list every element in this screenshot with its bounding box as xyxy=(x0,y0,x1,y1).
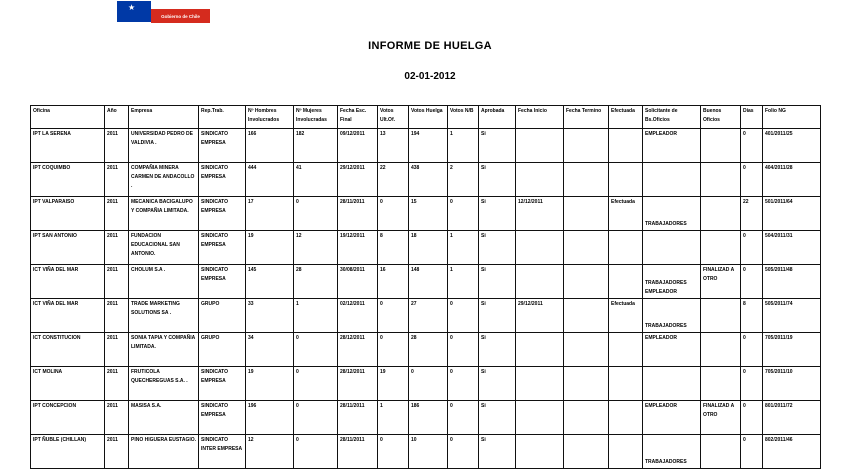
table-cell: 19 xyxy=(378,367,409,401)
table-cell: FINALIZAD A OTRO xyxy=(701,265,741,299)
table-cell xyxy=(564,401,609,435)
table-cell: 8 xyxy=(741,299,763,333)
table-cell: EMPLEADOR xyxy=(643,333,701,367)
table-cell: 28/11/2011 xyxy=(338,435,378,469)
table-cell xyxy=(701,129,741,163)
table-cell xyxy=(564,231,609,265)
table-cell: ICT VIÑA DEL MAR xyxy=(31,265,105,299)
table-cell: IPT VALPARAISO xyxy=(31,197,105,231)
table-cell xyxy=(564,265,609,299)
table-row xyxy=(31,435,821,469)
table-cell: 0 xyxy=(378,333,409,367)
table-cell: TRABAJADORES xyxy=(643,299,701,333)
table-row xyxy=(31,163,821,197)
table-cell: 0 xyxy=(448,401,479,435)
table-cell: 2011 xyxy=(105,435,129,469)
strike-table xyxy=(30,105,821,469)
table-cell: 444 xyxy=(246,163,294,197)
table-cell: 2011 xyxy=(105,333,129,367)
table-cell: 0 xyxy=(448,299,479,333)
table-cell: 28/11/2011 xyxy=(338,401,378,435)
table-cell: 22 xyxy=(741,197,763,231)
table-cell xyxy=(516,265,564,299)
table-cell xyxy=(564,435,609,469)
table-cell: 0 xyxy=(741,129,763,163)
table-row xyxy=(31,265,821,299)
gobierno-de-chile-logo xyxy=(117,1,212,23)
table-cell: 1 xyxy=(294,299,338,333)
table-cell xyxy=(516,231,564,265)
table-cell: SINDICATO EMPRESA xyxy=(199,129,246,163)
table-cell: 15 xyxy=(409,197,448,231)
table-cell: Si xyxy=(479,401,516,435)
table-cell: 505/2011/48 xyxy=(763,265,821,299)
table-cell: IPT CONCEPCION xyxy=(31,401,105,435)
column-header: Votos Ult.Of. xyxy=(378,106,409,129)
table-cell: 12 xyxy=(246,435,294,469)
column-header: Nº Hombres Involucrados xyxy=(246,106,294,129)
table-cell: 438 xyxy=(409,163,448,197)
table-cell xyxy=(609,401,643,435)
table-cell: ICT MOLINA xyxy=(31,367,105,401)
table-cell: 2011 xyxy=(105,163,129,197)
table-cell: 12 xyxy=(294,231,338,265)
table-cell: EMPLEADOR xyxy=(643,401,701,435)
column-header: Votos N/B xyxy=(448,106,479,129)
table-cell: 0 xyxy=(294,333,338,367)
table-cell: Si xyxy=(479,265,516,299)
table-cell: 02/12/2011 xyxy=(338,299,378,333)
table-cell xyxy=(564,129,609,163)
table-cell xyxy=(516,401,564,435)
table-cell: Efectuada xyxy=(609,197,643,231)
table-cell: 2011 xyxy=(105,231,129,265)
table-cell: TRADE MARKETING SOLUTIONS SA . xyxy=(129,299,199,333)
table-row xyxy=(31,299,821,333)
column-header: Días xyxy=(741,106,763,129)
table-cell: 182 xyxy=(294,129,338,163)
table-cell: 801/2011/72 xyxy=(763,401,821,435)
table-cell: TRABAJADORES xyxy=(643,197,701,231)
table-row xyxy=(31,129,821,163)
table-cell: 194 xyxy=(409,129,448,163)
table-cell: 0 xyxy=(294,367,338,401)
table-cell: 30/08/2011 xyxy=(338,265,378,299)
table-cell xyxy=(564,299,609,333)
table-cell: Si xyxy=(479,231,516,265)
table-cell: PINO HIGUERA EUSTAGIO. xyxy=(129,435,199,469)
table-cell: 1 xyxy=(378,401,409,435)
table-cell: 29/12/2011 xyxy=(338,163,378,197)
table-cell xyxy=(564,163,609,197)
table-cell: 0 xyxy=(294,401,338,435)
table-row xyxy=(31,197,821,231)
table-cell: Si xyxy=(479,299,516,333)
table-cell: 18 xyxy=(409,231,448,265)
table-cell: TRABAJADORES EMPLEADOR xyxy=(643,265,701,299)
page-title: INFORME DE HUELGA xyxy=(368,40,492,52)
column-header: Votos Huelga xyxy=(409,106,448,129)
table-cell xyxy=(609,265,643,299)
table-cell: IPT SAN ANTONIO xyxy=(31,231,105,265)
table-cell: Si xyxy=(479,163,516,197)
table-cell: 0 xyxy=(741,401,763,435)
column-header: Fecha Inicio xyxy=(516,106,564,129)
table-cell: Si xyxy=(479,197,516,231)
table-cell: 802/2011/46 xyxy=(763,435,821,469)
table-cell: IPT COQUIMBO xyxy=(31,163,105,197)
star-icon: ★ xyxy=(128,3,136,12)
table-cell: 10 xyxy=(409,435,448,469)
table-cell: 0 xyxy=(448,435,479,469)
logo-text: Gobierno de Chile xyxy=(161,13,200,19)
table-cell xyxy=(643,231,701,265)
table-cell: EMPLEADOR xyxy=(643,129,701,163)
table-cell: 504/2011/31 xyxy=(763,231,821,265)
table-cell: 28/11/2011 xyxy=(338,197,378,231)
table-cell: 186 xyxy=(409,401,448,435)
table-cell: SINDICATO EMPRESA xyxy=(199,265,246,299)
table-cell: 1 xyxy=(448,265,479,299)
table-cell: 19/12/2011 xyxy=(338,231,378,265)
table-cell xyxy=(643,367,701,401)
table-cell: GRUPO xyxy=(199,299,246,333)
table-cell: 28/12/2011 xyxy=(338,333,378,367)
table-cell: Si xyxy=(479,435,516,469)
table-cell: FRUTICOLA QUECHEREGUAS S.A. . xyxy=(129,367,199,401)
table-cell: SINDICATO EMPRESA xyxy=(199,163,246,197)
column-header: Fecha Termino xyxy=(564,106,609,129)
table-cell xyxy=(701,197,741,231)
table-cell xyxy=(701,435,741,469)
table-cell: 2011 xyxy=(105,197,129,231)
table-cell: 28 xyxy=(409,333,448,367)
table-cell xyxy=(609,163,643,197)
table-cell: 0 xyxy=(378,299,409,333)
table-cell: 17 xyxy=(246,197,294,231)
table-cell: 2011 xyxy=(105,265,129,299)
column-header: Aprobada xyxy=(479,106,516,129)
table-cell: SINDICATO EMPRESA xyxy=(199,231,246,265)
table-cell: Efectuada xyxy=(609,299,643,333)
table-cell: 09/12/2011 xyxy=(338,129,378,163)
table-cell xyxy=(609,367,643,401)
table-cell: 0 xyxy=(741,333,763,367)
table-cell xyxy=(643,163,701,197)
table-cell: 29/12/2011 xyxy=(516,299,564,333)
table-cell: 0 xyxy=(409,367,448,401)
table-cell xyxy=(516,367,564,401)
table-cell: 196 xyxy=(246,401,294,435)
column-header: Buenos Oficios xyxy=(701,106,741,129)
table-cell xyxy=(516,163,564,197)
table-cell: 0 xyxy=(378,197,409,231)
table-cell: UNIVERSIDAD PEDRO DE VALDIVIA . xyxy=(129,129,199,163)
table-cell xyxy=(701,333,741,367)
column-header: Solicitante de Bs.Oficios xyxy=(643,106,701,129)
table-cell: 13 xyxy=(378,129,409,163)
table-row xyxy=(31,231,821,265)
table-cell: CHOLUM S.A . xyxy=(129,265,199,299)
table-cell: 0 xyxy=(741,435,763,469)
table-cell xyxy=(609,231,643,265)
table-cell: 401/2011/25 xyxy=(763,129,821,163)
table-cell: 41 xyxy=(294,163,338,197)
table-cell xyxy=(564,333,609,367)
column-header: Efectuada xyxy=(609,106,643,129)
table-cell: 705/2011/10 xyxy=(763,367,821,401)
table-cell: ICT VIÑA DEL MAR xyxy=(31,299,105,333)
table-cell: 33 xyxy=(246,299,294,333)
table-cell: 0 xyxy=(448,333,479,367)
table-cell: SINDICATO EMPRESA xyxy=(199,197,246,231)
table-cell xyxy=(701,163,741,197)
table-cell: SINDICATO INTER EMPRESA xyxy=(199,435,246,469)
table-row xyxy=(31,367,821,401)
table-cell: 19 xyxy=(246,231,294,265)
table-row xyxy=(31,333,821,367)
table-cell xyxy=(701,231,741,265)
table-cell: 19 xyxy=(246,367,294,401)
table-cell: 166 xyxy=(246,129,294,163)
table-cell: 22 xyxy=(378,163,409,197)
table-cell xyxy=(609,333,643,367)
table-cell: FINALIZAD A OTRO xyxy=(701,401,741,435)
table-cell: SINDICATO EMPRESA xyxy=(199,401,246,435)
table-cell: 145 xyxy=(246,265,294,299)
table-cell: SONIA TAPIA Y COMPAÑIA LIMITADA. xyxy=(129,333,199,367)
table-cell: FUNDACION EDUCACIONAL SAN ANTONIO. xyxy=(129,231,199,265)
table-cell: 0 xyxy=(294,197,338,231)
column-header: Año xyxy=(105,106,129,129)
table-cell: TRABAJADORES xyxy=(643,435,701,469)
header-row xyxy=(31,106,821,129)
table-cell: MECANICA BACIGALUPO Y COMPAÑIA LIMITADA. xyxy=(129,197,199,231)
table-cell: 505/2011/74 xyxy=(763,299,821,333)
table-cell: 34 xyxy=(246,333,294,367)
table-cell xyxy=(564,367,609,401)
table-cell: SINDICATO EMPRESA xyxy=(199,367,246,401)
table-cell: 2 xyxy=(448,163,479,197)
table-cell xyxy=(564,197,609,231)
table-cell: 0 xyxy=(741,231,763,265)
table-cell: 705/2011/19 xyxy=(763,333,821,367)
table-cell: Si xyxy=(479,367,516,401)
table-cell: COMPAÑIA MINERA CARMEN DE ANDACOLLO . xyxy=(129,163,199,197)
table-cell: 0 xyxy=(294,435,338,469)
column-header: Nº Mujeres Involucradas xyxy=(294,106,338,129)
table-cell: 404/2011/28 xyxy=(763,163,821,197)
table-cell: 2011 xyxy=(105,129,129,163)
table-cell: IPT LA SERENA xyxy=(31,129,105,163)
table-cell: 0 xyxy=(448,197,479,231)
column-header: Oficina xyxy=(31,106,105,129)
table-cell xyxy=(516,333,564,367)
table-cell: 8 xyxy=(378,231,409,265)
table-cell: 2011 xyxy=(105,401,129,435)
report-date: 02-01-2012 xyxy=(404,71,456,82)
table-cell: 2011 xyxy=(105,299,129,333)
table-cell: 28/12/2011 xyxy=(338,367,378,401)
table-cell: 501/2011/64 xyxy=(763,197,821,231)
table-cell xyxy=(516,129,564,163)
column-header: Rep.Trab. xyxy=(199,106,246,129)
table-cell: 16 xyxy=(378,265,409,299)
table-cell: ICT CONSTITUCION xyxy=(31,333,105,367)
table-cell: MASISA S.A. xyxy=(129,401,199,435)
table-cell: 27 xyxy=(409,299,448,333)
column-header: Empresa xyxy=(129,106,199,129)
table-cell xyxy=(701,299,741,333)
column-header: Folio NG xyxy=(763,106,821,129)
table-cell: 0 xyxy=(378,435,409,469)
table-cell: 0 xyxy=(448,367,479,401)
table-cell: 148 xyxy=(409,265,448,299)
table-cell: 1 xyxy=(448,231,479,265)
table-cell: 1 xyxy=(448,129,479,163)
table-cell: GRUPO xyxy=(199,333,246,367)
table-cell xyxy=(609,435,643,469)
table-cell: Si xyxy=(479,129,516,163)
table-cell: 0 xyxy=(741,265,763,299)
table-cell: 12/12/2011 xyxy=(516,197,564,231)
table-cell: 0 xyxy=(741,163,763,197)
table-cell xyxy=(609,129,643,163)
table-cell xyxy=(701,367,741,401)
table-cell: 28 xyxy=(294,265,338,299)
table-row xyxy=(31,401,821,435)
table-cell: 2011 xyxy=(105,367,129,401)
table-cell: Si xyxy=(479,333,516,367)
flag-blue-field xyxy=(117,1,151,22)
column-header: Fecha Esc. Final xyxy=(338,106,378,129)
table-cell: IPT ÑUBLE (CHILLAN) xyxy=(31,435,105,469)
table-cell xyxy=(516,435,564,469)
table-cell: 0 xyxy=(741,367,763,401)
flag-red-band xyxy=(151,9,210,23)
